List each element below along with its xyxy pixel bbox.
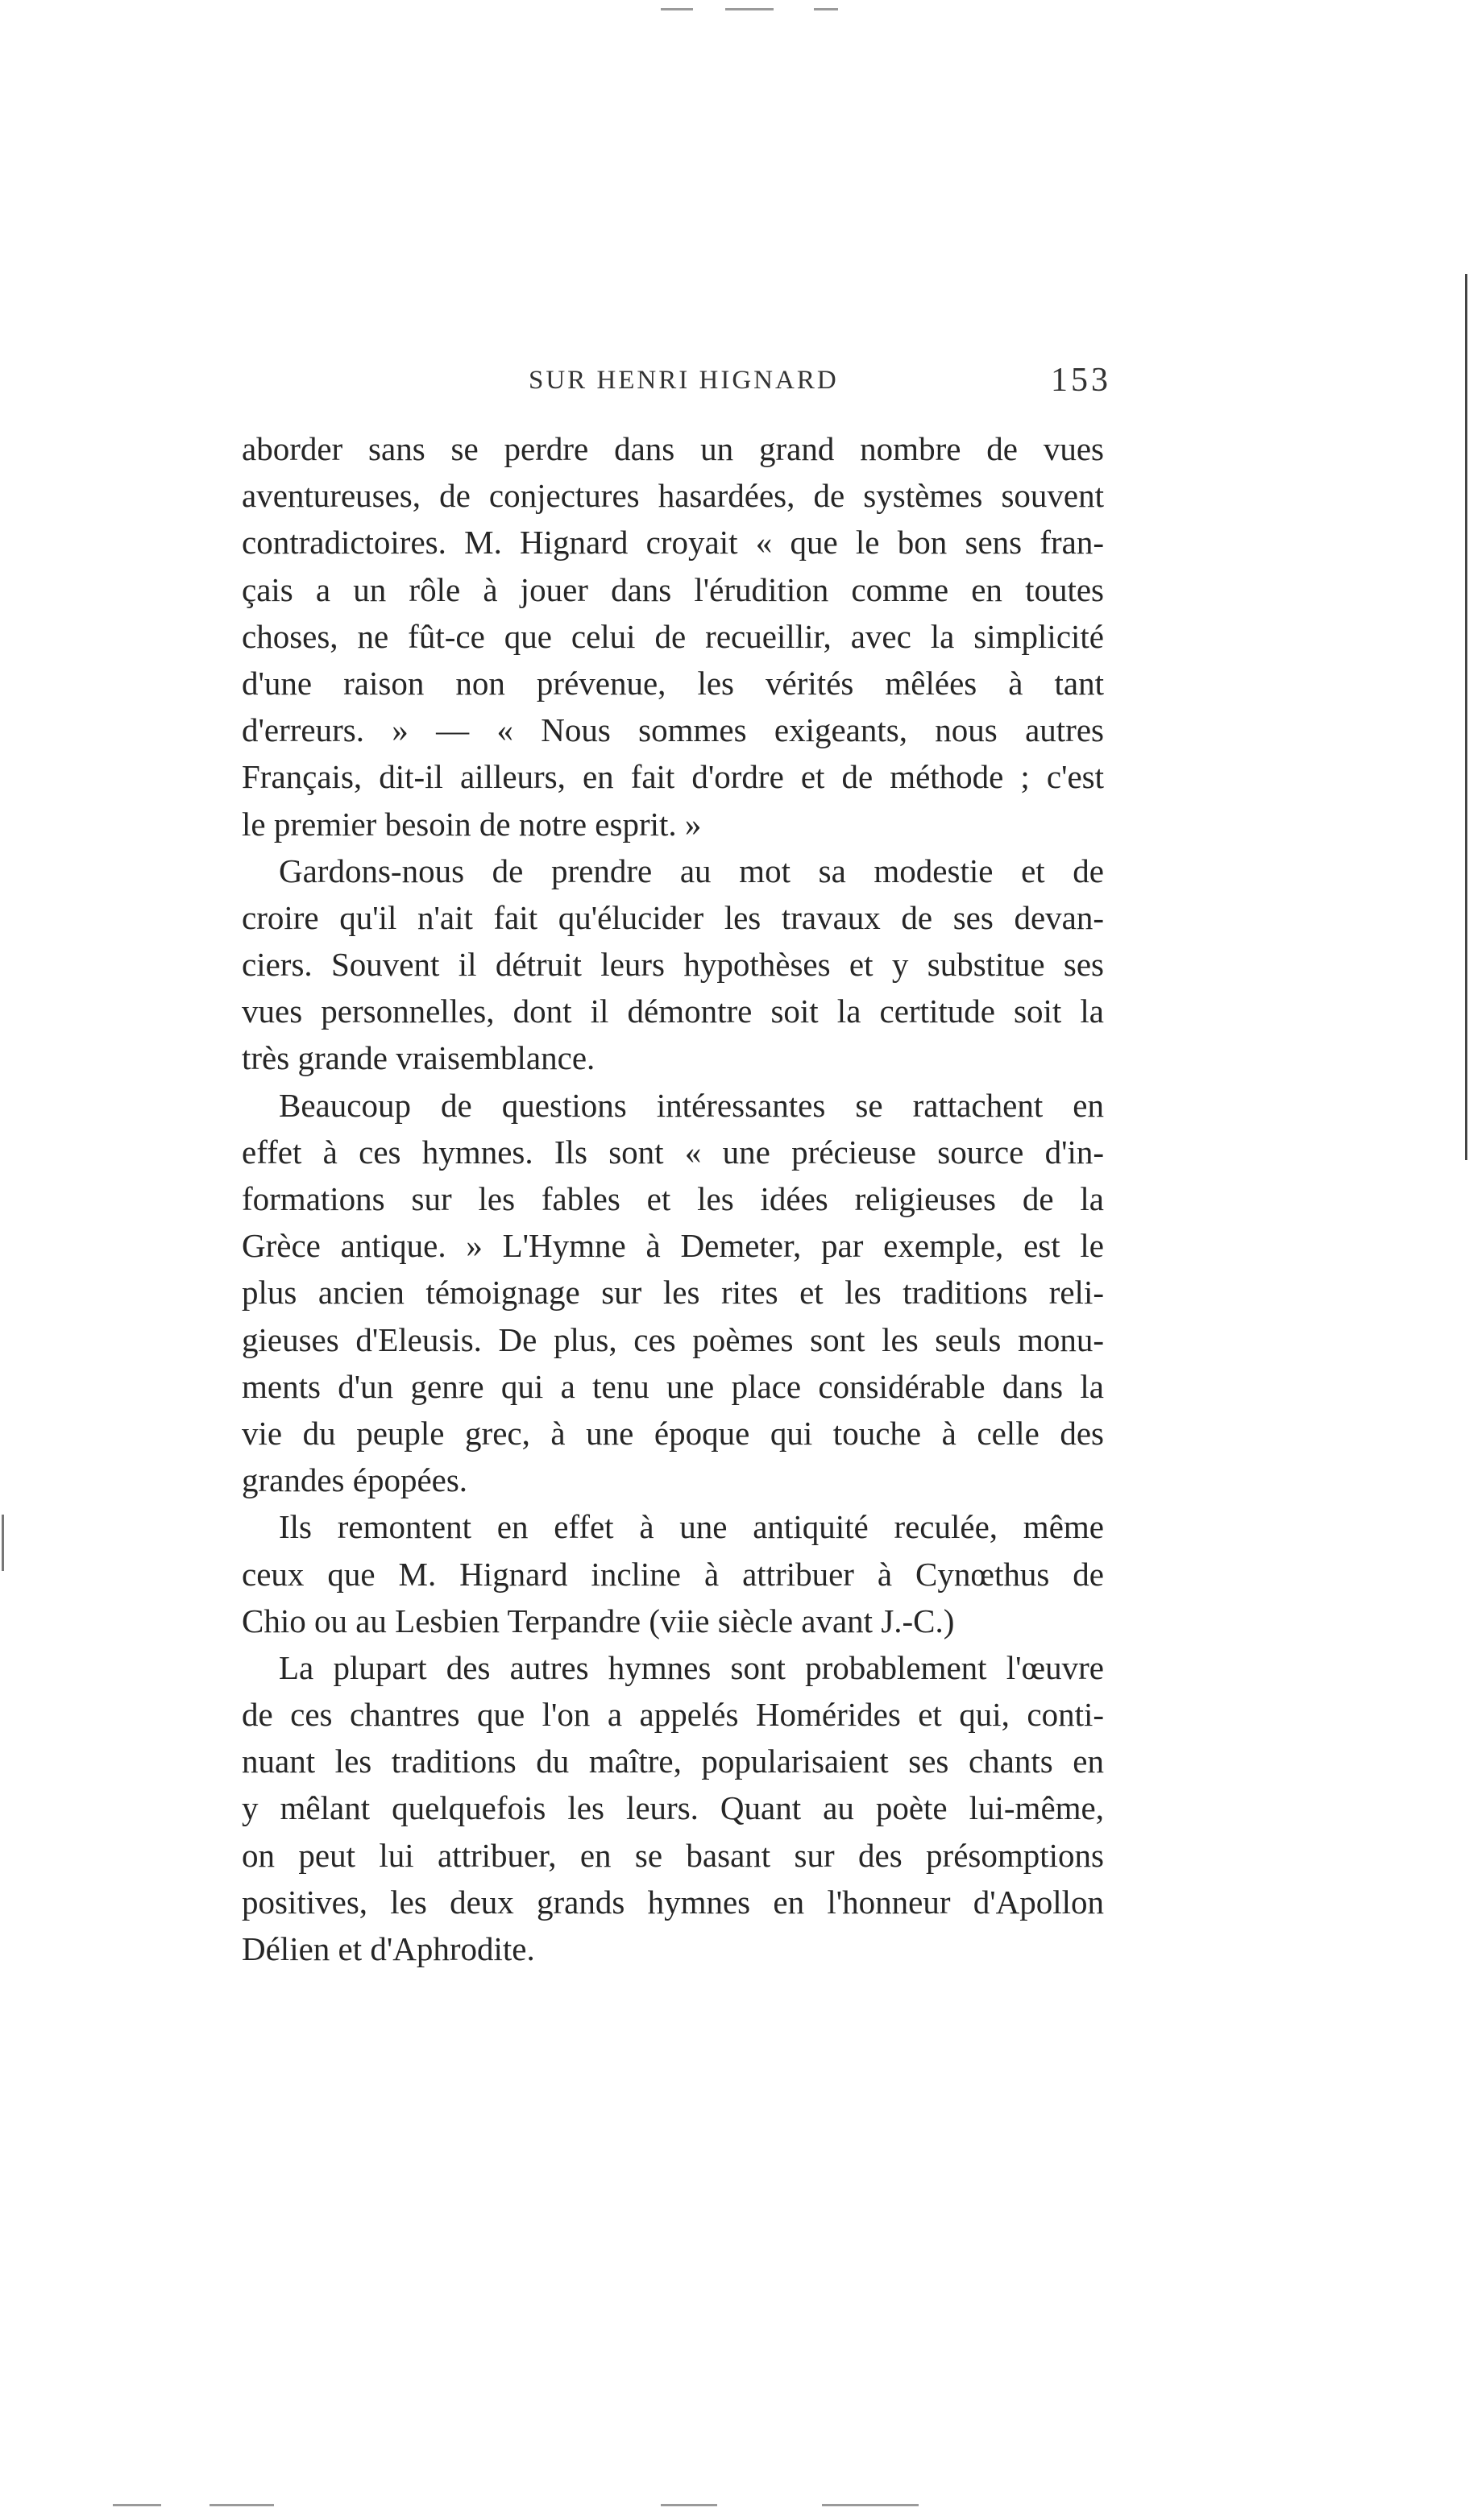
scan-edge-right bbox=[1465, 274, 1467, 1160]
text-line: contradictoires. M. Hignard croyait « que le bon sens fran- bbox=[242, 524, 1104, 562]
text-line: ceux que M. Hignard incline à attribuer à Cynœthus de bbox=[242, 1555, 1104, 1593]
text-line: Français, dit-il ailleurs, en fait d'ordre et de méthode ; c'est bbox=[242, 758, 1104, 796]
text-line: de ces chantres que l'on a appelés Homérides et qui, conti- bbox=[242, 1696, 1104, 1734]
text-line: choses, ne fût-ce que celui de recueillir, avec la simplicité bbox=[242, 617, 1104, 655]
text-line: d'une raison non prévenue, les vérités mêlées à tant bbox=[242, 664, 1104, 702]
text-line: très grande vraisemblance. bbox=[242, 1039, 595, 1077]
text-line: aborder sans se perdre dans un grand nombre de vues bbox=[242, 430, 1104, 467]
text-line: aventureuses, de conjectures hasardées, de systèmes souvent bbox=[242, 477, 1104, 515]
paragraph bbox=[242, 425, 1104, 848]
scan-edge-bottom bbox=[210, 2504, 274, 2506]
scan-edge-bottom bbox=[113, 2504, 161, 2506]
scan-edge-top bbox=[814, 8, 838, 10]
text-line: ments d'un genre qui a tenu une place considérable dans la bbox=[242, 1367, 1104, 1405]
text-line: La plupart des autres hymnes sont probablement l'œuvre bbox=[279, 1648, 1104, 1686]
scan-edge-top bbox=[725, 8, 774, 10]
text-line: vie du peuple grec, à une époque qui touche à celle des bbox=[242, 1414, 1104, 1452]
text-line: le premier besoin de notre esprit. » bbox=[242, 805, 702, 843]
paragraph bbox=[242, 848, 1104, 1082]
text-line: Ils remontent en effet à une antiquité reculée, même bbox=[279, 1508, 1104, 1546]
text-line: Beaucoup de questions intéressantes se rattachent en bbox=[279, 1086, 1104, 1124]
scan-edge-left bbox=[2, 1515, 4, 1571]
paragraph bbox=[242, 1503, 1104, 1644]
text-line: gieuses d'Eleusis. De plus, ces poèmes sont les seuls monu- bbox=[242, 1320, 1104, 1358]
text-line: positives, les deux grands hymnes en l'honneur d'Apollon bbox=[242, 1883, 1104, 1921]
text-line: effet à ces hymnes. Ils sont « une précieuse source d'in- bbox=[242, 1133, 1104, 1171]
text-line: plus ancien témoignage sur les rites et les traditions reli- bbox=[242, 1274, 1104, 1312]
text-line: y mêlant quelquefois les leurs. Quant au poète lui-même, bbox=[242, 1789, 1104, 1827]
paragraph bbox=[242, 1644, 1104, 1972]
scan-edge-bottom bbox=[661, 2504, 717, 2506]
running-head bbox=[242, 361, 1459, 409]
text-line: on peut lui attribuer, en se basant sur des présomptions bbox=[242, 1836, 1104, 1874]
text-line: Grèce antique. » L'Hymne à Demeter, par exemple, est le bbox=[242, 1227, 1104, 1265]
text-line: ciers. Souvent il détruit leurs hypothèses et y substitue ses bbox=[242, 946, 1104, 984]
text-line: Gardons-nous de prendre au mot sa modestie et de bbox=[279, 852, 1104, 889]
running-title: SUR HENRI HIGNARD bbox=[529, 366, 839, 395]
scan-edge-top bbox=[661, 8, 693, 10]
text-line: croire qu'il n'ait fait qu'élucider les travaux de ses devan- bbox=[242, 898, 1104, 936]
page-number: 153 bbox=[1051, 362, 1111, 399]
body-text bbox=[242, 425, 1104, 1972]
paragraph bbox=[242, 1082, 1104, 1504]
scan-edge-bottom bbox=[822, 2504, 919, 2506]
text-line: d'erreurs. » — « Nous sommes exigeants, nous autres bbox=[242, 711, 1104, 749]
text-line: Chio ou au Lesbien Terpandre (viie siècle avant J.-C.) bbox=[242, 1602, 955, 1639]
text-line: Délien et d'Aphrodite. bbox=[242, 1930, 535, 1967]
text-line: formations sur les fables et les idées religieuses de la bbox=[242, 1180, 1104, 1217]
text-line: vues personnelles, dont il démontre soit la certitude soit la bbox=[242, 993, 1104, 1030]
text-line: nuant les traditions du maître, popularisaient ses chants en bbox=[242, 1743, 1104, 1780]
text-line: çais a un rôle à jouer dans l'érudition comme en toutes bbox=[242, 570, 1104, 608]
text-line: grandes épopées. bbox=[242, 1461, 468, 1499]
